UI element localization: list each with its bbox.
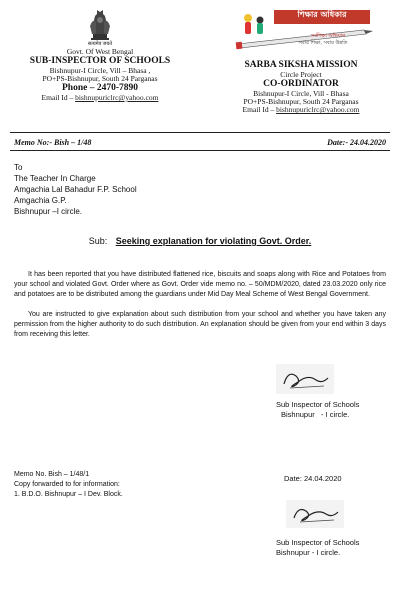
subject-text: Seeking explanation for violating Govt. Order. [115, 236, 312, 246]
body-paragraph-1: It has been reported that you have distributed flattened rice, biscuits and soaps along with Rice and Potatoes from your school and violated Govt. Order where as Govt. Order vide memo no. – 50/MDM/2020, dated 23.03.2020 only rice and potatoes are to be distributed among the guardians under Mid Day Meal Scheme of West Bengal Government. [14, 271, 386, 298]
project-name: Circle Project [280, 69, 322, 79]
body-paragraph-2: You are instructed to give explanation about such distribution from your school and whether you have taken any permission from the higher authority to do such distribution. An explanation should be given from your end within 3 days from receiving this letter. [14, 311, 386, 338]
left-letterhead [10, 8, 190, 102]
right-letterhead [208, 8, 394, 115]
subject-label: Sub: [88, 236, 108, 246]
right-email-label: Email Id – [242, 105, 277, 115]
to-label: To [14, 163, 23, 172]
signature2-block [276, 538, 359, 558]
signature-stamp-1 [276, 364, 334, 394]
coordinator-title: CO-ORDINATOR [263, 79, 339, 90]
emblem-caption: सत्यमेव जयते [87, 42, 113, 47]
phone-number: Phone – 2470-7890 [62, 83, 138, 94]
right-address-line2: PO+PS-Bishnupur, South 24 Parganas [243, 97, 359, 107]
right-address-line1: Bishnupur-I Circle, Vill - Bhasa [253, 88, 349, 98]
copy-recipient: 1. B.D.O. Bishnupur – I Dev. Block. [14, 491, 123, 498]
right-email-link[interactable]: bishnupuriclrc@yahoo.com [276, 105, 360, 115]
addressee-line3: Amgachia G.P. [14, 196, 67, 205]
left-address-line1: Bishnupur-I Circle, Vill – Bhasa , [49, 65, 151, 75]
addressee-line2: Amgachia Lal Bahadur F.P. School [14, 185, 137, 194]
header-divider-top [10, 132, 390, 133]
ssm-logo [226, 8, 376, 60]
ssm-logo-line2: সবার শিক্ষা, সবার উন্নতি [298, 40, 348, 46]
right-email [208, 106, 394, 114]
mission-name: SARBA SIKSHA MISSION [244, 60, 358, 70]
addressee-block [14, 162, 137, 217]
signature2-circle: Bishnupur - I circle. [276, 548, 341, 557]
addressee-line4: Bishnupur –I circle. [14, 207, 83, 216]
ssm-logo-title: শিক্ষার অধিকার [297, 10, 347, 19]
signature1-block [276, 400, 359, 420]
left-email-link[interactable]: bishnupuriclrc@yahoo.com [75, 93, 159, 103]
signature2-title: Sub Inspector of Schools [276, 538, 360, 547]
left-email [10, 94, 190, 102]
memo-date: Date:- 24.04.2020 [327, 138, 386, 147]
govt-name: Govt. Of West Bengal [66, 46, 134, 56]
copy-date: Date: 24.04.2020 [284, 474, 342, 483]
left-email-label: Email Id – [41, 93, 76, 103]
memo-number: Memo No:- Bish – 1/48 [14, 138, 92, 147]
ssm-logo-line1: সর্বশিক্ষা অভিযান [310, 33, 346, 39]
signature1-circle: Bishnupur - I circle. [281, 410, 350, 419]
copy-memo-number: Memo No. Bish – 1/48/1 [14, 471, 90, 478]
header-divider-bottom [10, 150, 390, 151]
office-name: SUB-INSPECTOR OF SCHOOLS [29, 55, 171, 66]
copy-forwarded-label: Copy forwarded to for information: [14, 481, 120, 488]
signature-stamp-2 [286, 500, 344, 528]
copy-block [14, 470, 123, 500]
subject-line [0, 236, 400, 246]
ashoka-emblem-icon [85, 8, 115, 42]
signature1-title: Sub Inspector of Schools [276, 400, 360, 409]
addressee-line1: The Teacher In Charge [14, 174, 96, 183]
left-address-line2: PO+PS-Bishnupur, South 24 Parganas [42, 74, 158, 83]
